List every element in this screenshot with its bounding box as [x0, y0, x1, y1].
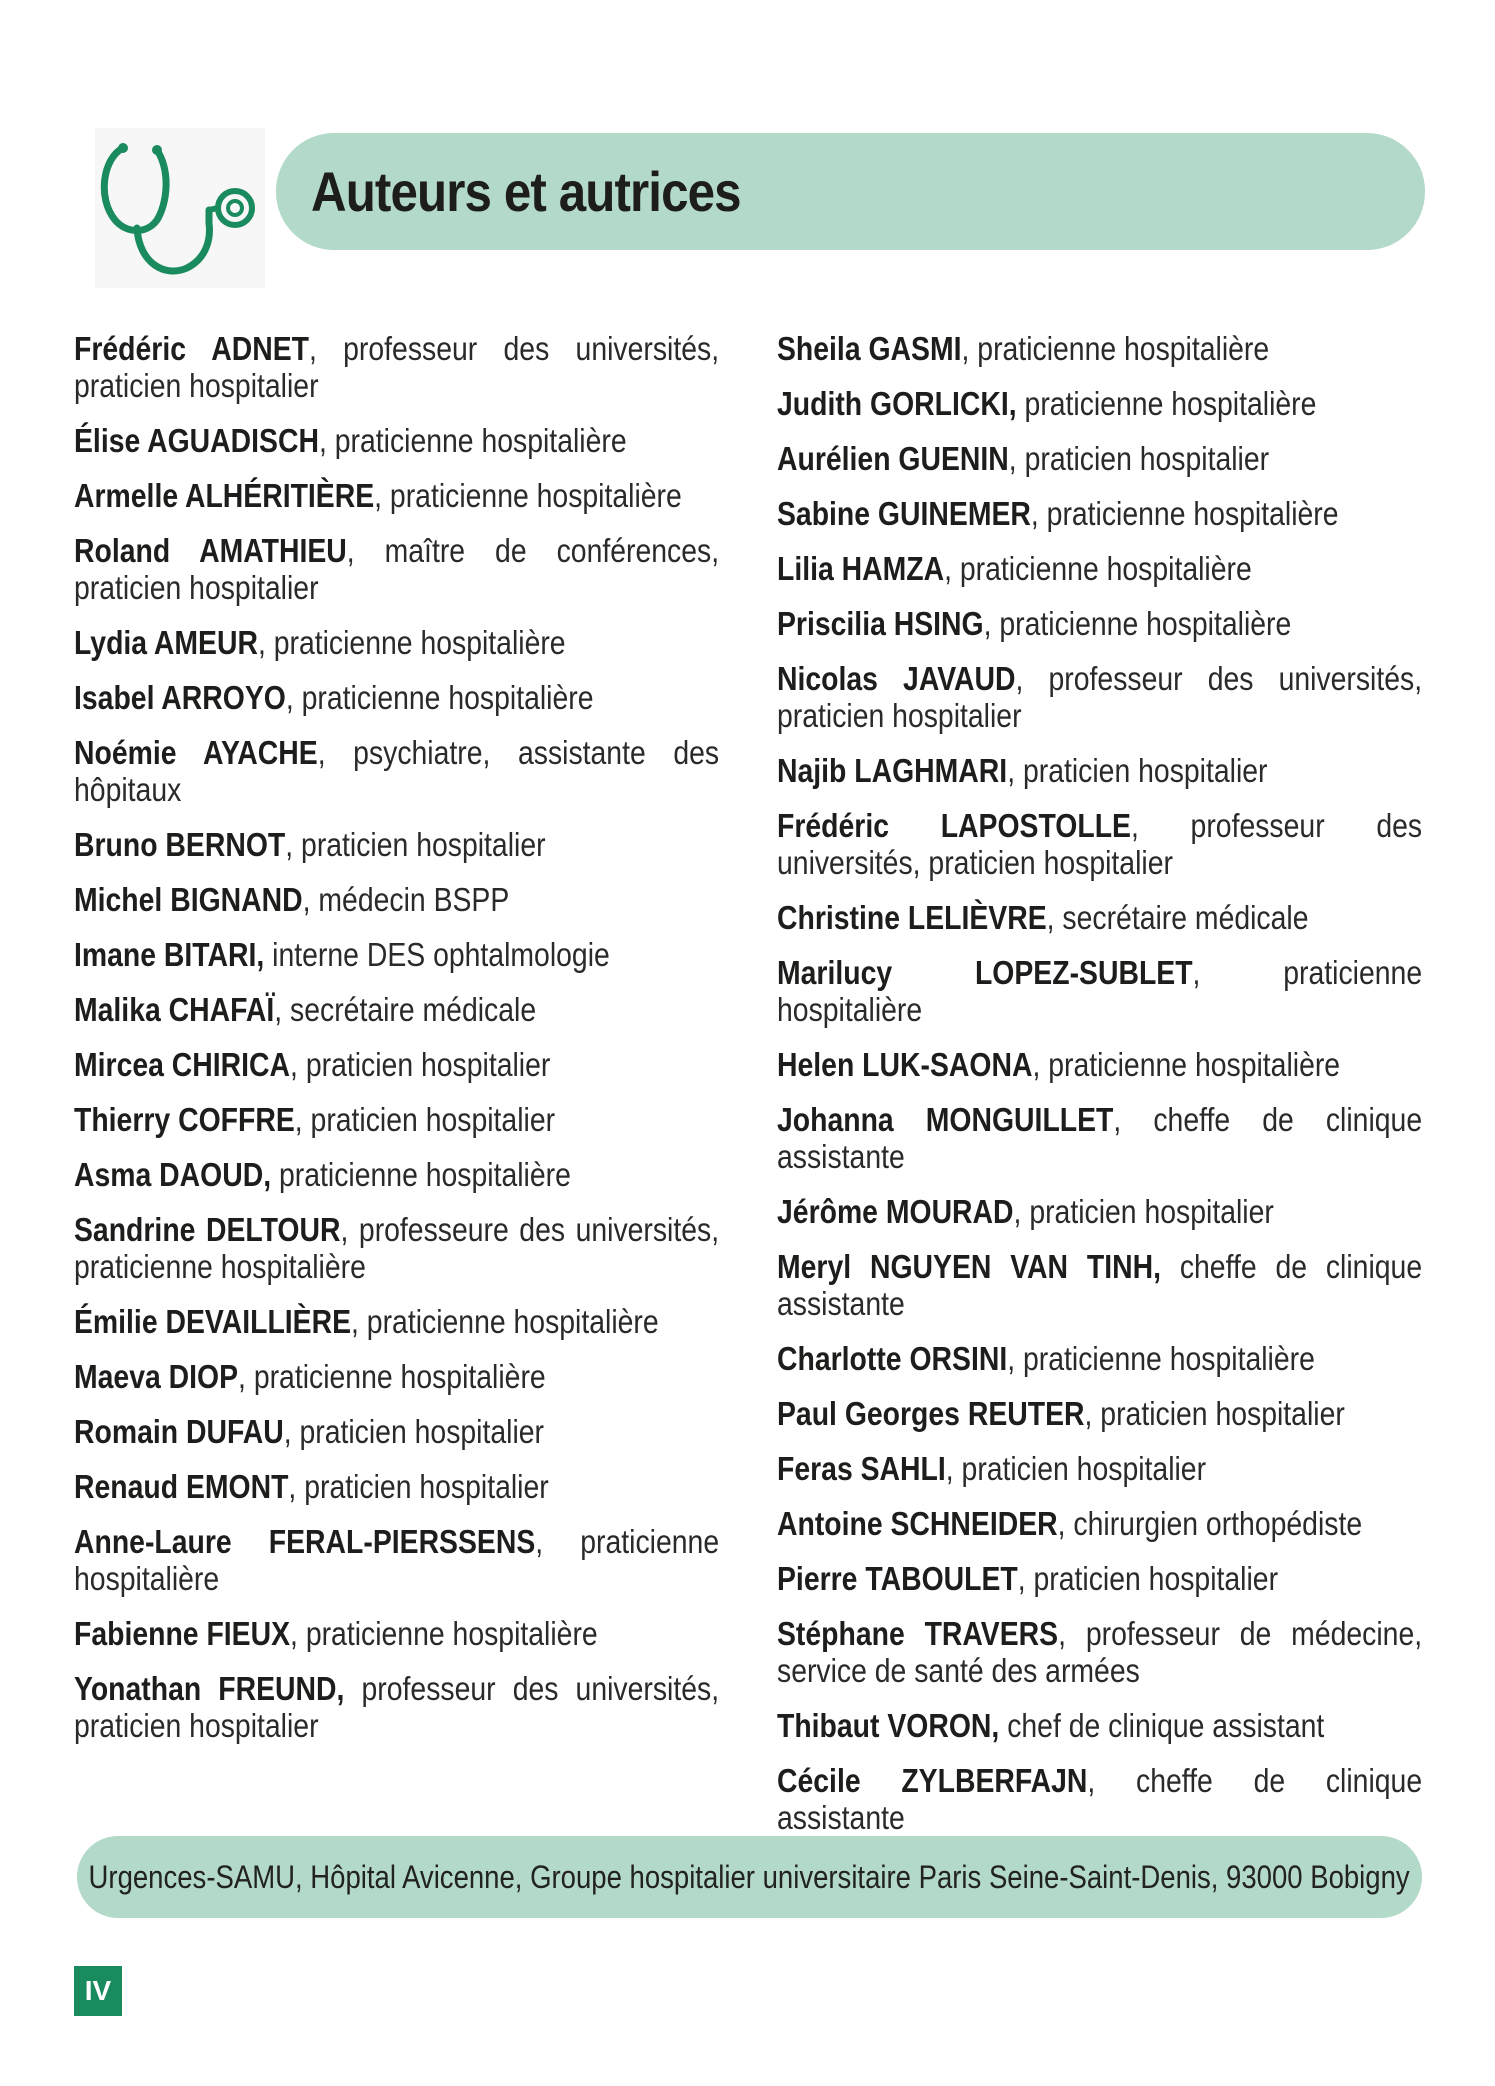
author-entry-text — [74, 330, 719, 404]
author-role: professeur des universités, praticien hospitalier — [74, 1670, 720, 1744]
author-entry — [74, 532, 719, 606]
author-name: Paul Georges REUTER — [777, 1395, 1085, 1432]
author-entry-text — [74, 1211, 719, 1285]
author-entry-text — [777, 954, 1422, 1028]
author-entry — [74, 1523, 719, 1597]
author-entry — [777, 1046, 1422, 1083]
author-name: Christine LELIÈVRE — [777, 899, 1047, 936]
author-entry-text — [74, 1523, 719, 1597]
author-name: Antoine SCHNEIDER — [777, 1505, 1058, 1542]
page-title: Auteurs et autrices — [311, 160, 741, 223]
author-role: , praticien hospitalier — [285, 826, 546, 863]
author-name: Fabienne FIEUX — [74, 1615, 291, 1652]
author-entry — [74, 1413, 719, 1450]
author-entry-text — [74, 477, 719, 514]
author-role: , praticien hospitalier — [1013, 1193, 1274, 1230]
author-role: , praticien hospitalier — [294, 1101, 556, 1138]
author-name: Cécile ZYLBERFAJN — [777, 1762, 1088, 1799]
author-entry-text — [777, 550, 1422, 587]
author-role: chef de clinique assistant — [999, 1707, 1325, 1744]
author-entry-text — [777, 752, 1422, 789]
author-role: , praticienne hospitalière — [285, 679, 594, 716]
author-role: , professeur des universités, praticien hospitalier — [777, 807, 1423, 881]
author-role: , professeur des universités, praticien hospitalier — [74, 330, 720, 404]
author-role: , praticien hospitalier — [1084, 1395, 1345, 1432]
author-entry — [777, 1615, 1422, 1689]
author-entry-text — [777, 1560, 1422, 1597]
author-entry — [777, 1395, 1422, 1432]
author-role: , secrétaire médicale — [1046, 899, 1309, 936]
author-entry-text — [777, 1395, 1422, 1432]
author-entry-text — [74, 1468, 719, 1505]
author-name: Armelle ALHÉRITIÈRE — [74, 477, 375, 514]
author-name: Romain DUFAU — [74, 1413, 284, 1450]
author-entry — [74, 1468, 719, 1505]
author-name: Élise AGUADISCH — [74, 422, 319, 459]
author-entry-text — [777, 1762, 1422, 1836]
author-entry-text — [74, 936, 719, 973]
author-entry-text — [74, 1156, 719, 1193]
author-role: , psychiatre, assistante des hôpitaux — [74, 734, 720, 808]
author-role: , secrétaire médicale — [274, 991, 537, 1028]
author-entry-text — [74, 1670, 719, 1744]
author-name: Helen LUK-SAONA — [777, 1046, 1033, 1083]
author-role: , praticienne hospitalière — [351, 1303, 659, 1340]
author-role: , médecin BSPP — [302, 881, 510, 918]
author-role: , professeur de médecine, service de santé des armées — [777, 1615, 1423, 1689]
author-role: , praticienne hospitalière — [318, 422, 627, 459]
author-entry-text — [777, 807, 1422, 881]
author-entry-text — [777, 330, 1422, 367]
author-entry-text — [777, 1615, 1422, 1689]
author-name: Nicolas JAVAUD — [777, 660, 1016, 697]
author-name: Thibaut VORON, — [777, 1707, 1000, 1744]
author-role: , praticienne hospitalière — [983, 605, 1292, 642]
author-entry-text — [777, 440, 1422, 477]
author-name: Asma DAOUD, — [74, 1156, 272, 1193]
author-entry — [777, 1505, 1422, 1542]
author-entry — [777, 1707, 1422, 1744]
author-entry — [74, 826, 719, 863]
author-name: Roland AMATHIEU — [74, 532, 347, 569]
author-name: Sandrine DELTOUR — [74, 1211, 341, 1248]
author-entry-text — [74, 826, 719, 863]
author-role: , maître de conférences, praticien hospitalier — [74, 532, 720, 606]
affiliation-banner — [77, 1836, 1422, 1918]
author-name: Anne-Laure FERAL-PIERSSENS — [74, 1523, 536, 1560]
author-entry-text — [777, 1450, 1422, 1487]
author-entry-text — [74, 422, 719, 459]
author-name: Judith GORLICKI, — [777, 385, 1017, 422]
author-entry-text — [74, 1303, 719, 1340]
author-name: Lydia AMEUR — [74, 624, 258, 661]
author-entry — [74, 1211, 719, 1285]
author-name: Yonathan FREUND, — [74, 1670, 345, 1707]
author-role: , praticienne hospitalière — [374, 477, 682, 514]
author-name: Maeva DIOP — [74, 1358, 239, 1395]
authors-column-right — [777, 330, 1422, 1854]
author-role: , professeure des universités, praticienne hospitalière — [74, 1211, 720, 1285]
author-entry — [777, 1450, 1422, 1487]
author-entry — [74, 936, 719, 973]
author-entry — [777, 1762, 1422, 1836]
author-entry-text — [74, 1046, 719, 1083]
author-name: Noémie AYACHE — [74, 734, 318, 771]
author-entry — [74, 1358, 719, 1395]
author-entry — [777, 1340, 1422, 1377]
author-entry-text — [74, 991, 719, 1028]
author-name: Stéphane TRAVERS — [777, 1615, 1059, 1652]
author-entry — [777, 752, 1422, 789]
author-entry — [777, 807, 1422, 881]
author-entry-text — [777, 1340, 1422, 1377]
author-entry — [777, 330, 1422, 367]
author-name: Renaud EMONT — [74, 1468, 289, 1505]
author-role: , praticienne hospitalière — [74, 1523, 720, 1597]
author-name: Bruno BERNOT — [74, 826, 286, 863]
author-role: , cheffe de clinique assistante — [777, 1762, 1423, 1836]
author-entry — [777, 440, 1422, 477]
author-name: Émilie DEVAILLIÈRE — [74, 1303, 352, 1340]
author-role: , praticienne hospitalière — [944, 550, 1252, 587]
author-entry — [777, 1560, 1422, 1597]
author-name: Thierry COFFRE — [74, 1101, 295, 1138]
author-name: Frédéric ADNET — [74, 330, 309, 367]
author-entry-text — [777, 1505, 1422, 1542]
author-entry-text — [777, 495, 1422, 532]
author-entry — [74, 1670, 719, 1744]
author-entry-text — [777, 1101, 1422, 1175]
author-entry-text — [777, 385, 1422, 422]
affiliation-text: Urgences-SAMU, Hôpital Avicenne, Groupe hospitalier universitaire Paris Seine-Saint-Denis, 93000 Bobigny — [88, 1858, 1411, 1895]
author-entry — [74, 477, 719, 514]
author-role: , praticien hospitalier — [288, 1468, 549, 1505]
author-entry-text — [777, 660, 1422, 734]
author-role: , praticienne hospitalière — [961, 330, 1270, 367]
title-banner — [276, 133, 1425, 250]
author-entry-text — [777, 605, 1422, 642]
author-entry — [777, 660, 1422, 734]
author-entry — [74, 1101, 719, 1138]
author-entry — [74, 881, 719, 918]
author-entry-text — [777, 1193, 1422, 1230]
author-entry-text — [74, 1358, 719, 1395]
author-name: Pierre TABOULET — [777, 1560, 1018, 1597]
author-role: , praticien hospitalier — [283, 1413, 544, 1450]
author-role: , cheffe de clinique assistante — [777, 1101, 1423, 1175]
author-entry — [777, 1101, 1422, 1175]
author-role: , professeur des universités, praticien hospitalier — [777, 660, 1423, 734]
author-name: Aurélien GUENIN — [777, 440, 1009, 477]
author-entry-text — [74, 881, 719, 918]
author-name: Charlotte ORSINI — [777, 1340, 1008, 1377]
author-entry-text — [74, 1413, 719, 1450]
author-entry — [74, 734, 719, 808]
author-role: , praticienne hospitalière — [257, 624, 566, 661]
author-name: Lilia HAMZA — [777, 550, 945, 587]
author-entry — [777, 1193, 1422, 1230]
author-entry-text — [74, 1101, 719, 1138]
author-name: Feras SAHLI — [777, 1450, 946, 1487]
author-role: praticienne hospitalière — [1016, 385, 1317, 422]
author-role: , praticien hospitalier — [1007, 752, 1268, 789]
author-name: Jérôme MOURAD — [777, 1193, 1014, 1230]
stethoscope-icon — [95, 128, 265, 288]
author-role: , praticienne hospitalière — [777, 954, 1423, 1028]
author-role: , praticien hospitalier — [945, 1450, 1207, 1487]
author-entry-text — [74, 734, 719, 808]
author-role: , praticien hospitalier — [1008, 440, 1270, 477]
author-entry-text — [777, 1248, 1422, 1322]
author-entry — [777, 495, 1422, 532]
author-entry — [74, 991, 719, 1028]
author-name: Malika CHAFAÏ — [74, 991, 275, 1028]
author-role: praticienne hospitalière — [271, 1156, 571, 1193]
author-name: Priscilia HSING — [777, 605, 984, 642]
author-entry — [74, 1046, 719, 1083]
author-entry — [74, 1303, 719, 1340]
authors-column-left — [74, 330, 719, 1762]
page-number: IV — [74, 1966, 122, 2016]
author-name: Marilucy LOPEZ-SUBLET — [777, 954, 1193, 991]
author-role: , praticienne hospitalière — [1007, 1340, 1315, 1377]
author-name: Frédéric LAPOSTOLLE — [777, 807, 1131, 844]
author-entry-text — [74, 1615, 719, 1652]
author-entry — [74, 422, 719, 459]
author-entry-text — [777, 1707, 1422, 1744]
author-role: , praticien hospitalier — [1017, 1560, 1279, 1597]
author-entry-text — [777, 899, 1422, 936]
author-entry — [74, 330, 719, 404]
author-name: Sheila GASMI — [777, 330, 962, 367]
author-role: , praticienne hospitalière — [1032, 1046, 1341, 1083]
author-name: Sabine GUINEMER — [777, 495, 1031, 532]
author-entry — [777, 954, 1422, 1028]
author-role: interne DES ophtalmologie — [264, 936, 610, 973]
author-entry — [777, 899, 1422, 936]
author-name: Michel BIGNAND — [74, 881, 303, 918]
author-role: , praticienne hospitalière — [1030, 495, 1339, 532]
author-name: Mircea CHIRICA — [74, 1046, 291, 1083]
author-entry — [74, 1156, 719, 1193]
author-entry-text — [777, 1046, 1422, 1083]
author-entry — [74, 624, 719, 661]
author-role: , praticienne hospitalière — [290, 1615, 598, 1652]
author-entry — [777, 550, 1422, 587]
author-entry-text — [74, 679, 719, 716]
author-name: Johanna MONGUILLET — [777, 1101, 1114, 1138]
author-name: Imane BITARI, — [74, 936, 265, 973]
author-role: , chirurgien orthopédiste — [1057, 1505, 1363, 1542]
author-entry — [777, 605, 1422, 642]
author-role: , praticienne hospitalière — [238, 1358, 546, 1395]
author-role: , praticien hospitalier — [290, 1046, 551, 1083]
author-name: Najib LAGHMARI — [777, 752, 1008, 789]
author-name: Meryl NGUYEN VAN TINH, — [777, 1248, 1161, 1285]
author-entry-text — [74, 532, 719, 606]
stethoscope-icon-svg — [95, 128, 265, 288]
author-name: Isabel ARROYO — [74, 679, 286, 716]
author-entry — [777, 1248, 1422, 1322]
author-entry — [74, 1615, 719, 1652]
author-role: cheffe de clinique assistante — [777, 1248, 1423, 1322]
author-entry-text — [74, 624, 719, 661]
author-entry — [74, 679, 719, 716]
author-entry — [777, 385, 1422, 422]
